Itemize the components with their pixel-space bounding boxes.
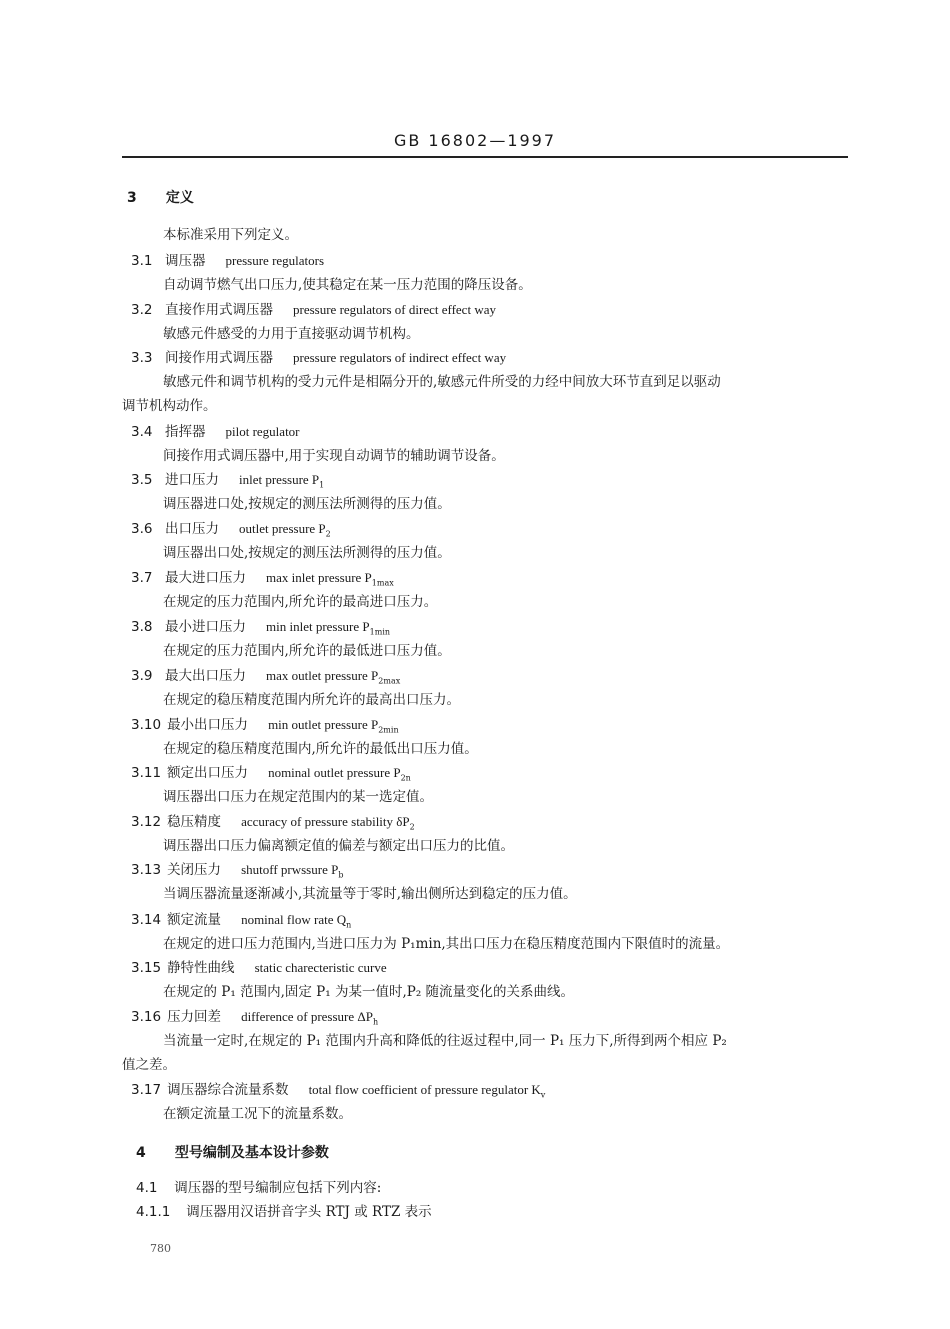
section-3-heading <box>127 189 194 207</box>
term-chinese: 最小进口压力 <box>165 619 246 635</box>
clause-4-1 <box>136 1179 381 1197</box>
clause-number: 4.1.1 <box>136 1204 171 1220</box>
section-number: 4 <box>136 1145 146 1161</box>
term-definition: 在规定的 P₁ 范围内,固定 P₁ 为某一值时,P₂ 随流量变化的关系曲线。 <box>163 984 575 1000</box>
term-heading <box>131 423 300 441</box>
term-english: min inlet pressure P <box>266 619 370 634</box>
term-english: shutoff prwssure P <box>241 862 339 877</box>
term-definition: 在规定的进口压力范围内,当进口压力为 P₁min,其出口压力在稳压精度范围内下限值时的流量。 <box>163 936 730 952</box>
section-title: 型号编制及基本设计参数 <box>174 1145 329 1161</box>
term-heading <box>131 301 496 319</box>
term-subscript: 2 <box>409 822 415 832</box>
section-4-heading <box>136 1144 329 1162</box>
term-chinese: 指挥器 <box>165 424 206 440</box>
term-english: pressure regulators of direct effect way <box>293 302 496 317</box>
term-heading <box>131 861 343 885</box>
term-chinese: 压力回差 <box>167 1009 222 1025</box>
term-chinese: 最小出口压力 <box>167 717 249 733</box>
term-english: inlet pressure P <box>239 472 320 487</box>
term-english: static charecteristic curve <box>254 960 387 975</box>
term-heading <box>131 813 415 837</box>
intro-text: 本标准采用下列定义。 <box>163 227 298 243</box>
term-heading <box>131 349 506 367</box>
term-english: max outlet pressure P <box>266 668 379 683</box>
term-number: 3.5 <box>131 472 153 488</box>
term-english: pressure regulators <box>225 253 325 268</box>
header-rule <box>122 156 848 158</box>
section-title: 定义 <box>165 190 194 206</box>
term-english: nominal outlet pressure P <box>268 765 401 780</box>
term-number: 3.13 <box>131 862 162 878</box>
term-heading <box>131 716 399 740</box>
term-english: pilot regulator <box>225 424 300 439</box>
term-definition: 在规定的稳压精度范围内所允许的最高出口压力。 <box>163 692 460 708</box>
term-definition: 调压器出口处,按规定的测压法所测得的压力值。 <box>163 545 451 561</box>
clause-4-1-1 <box>136 1203 432 1221</box>
term-heading <box>131 252 324 270</box>
clause-text: 调压器的型号编制应包括下列内容: <box>174 1180 382 1196</box>
term-english: min outlet pressure P <box>268 717 379 732</box>
clause-number: 4.1 <box>136 1180 158 1196</box>
term-definition: 在规定的压力范围内,所允许的最低进口压力值。 <box>163 643 451 659</box>
term-definition-continued: 值之差。 <box>122 1057 176 1073</box>
term-definition: 敏感元件和调节机构的受力元件是相隔分开的,敏感元件所受的力经中间放大环节直到足以驱动 <box>163 374 721 390</box>
term-english: difference of pressure ΔP <box>241 1009 373 1024</box>
term-subscript: 2 <box>325 529 331 539</box>
term-chinese: 直接作用式调压器 <box>165 302 273 318</box>
term-subscript: 1 <box>319 480 325 490</box>
term-heading <box>131 1081 545 1105</box>
term-number: 3.2 <box>131 302 153 318</box>
term-number: 3.10 <box>131 717 162 733</box>
term-definition: 敏感元件感受的力用于直接驱动调节机构。 <box>163 326 420 342</box>
term-number: 3.9 <box>131 668 153 684</box>
term-chinese: 进口压力 <box>165 472 219 488</box>
term-chinese: 静特性曲线 <box>167 960 235 976</box>
term-english: total flow coefficient of pressure regulator K <box>308 1082 541 1097</box>
term-definition: 间接作用式调压器中,用于实现自动调节的辅助调节设备。 <box>163 448 505 464</box>
term-english: pressure regulators of indirect effect way <box>293 350 507 365</box>
term-definition: 在规定的压力范围内,所允许的最高进口压力。 <box>163 594 438 610</box>
term-definition-continued: 调节机构动作。 <box>122 398 217 414</box>
term-number: 3.7 <box>131 570 153 586</box>
term-number: 3.11 <box>131 765 162 781</box>
term-english: accuracy of pressure stability δP <box>241 814 410 829</box>
term-chinese: 出口压力 <box>165 521 219 537</box>
term-heading <box>131 471 324 495</box>
term-definition: 当调压器流量逐渐减小,其流量等于零时,输出侧所达到稳定的压力值。 <box>163 886 577 902</box>
term-heading <box>131 1008 378 1032</box>
term-definition: 调压器进口处,按规定的测压法所测得的压力值。 <box>163 496 451 512</box>
term-definition: 调压器出口压力偏离额定值的偏差与额定出口压力的比值。 <box>163 838 514 854</box>
term-heading <box>131 618 390 642</box>
term-number: 3.16 <box>131 1009 162 1025</box>
term-subscript: 2min <box>378 725 399 735</box>
term-definition: 当流量一定时,在规定的 P₁ 范围内升高和降低的往返过程中,同一 P₁ 压力下,所得到两个相应 P₂ <box>163 1033 727 1049</box>
page-number: 780 <box>150 1242 171 1255</box>
term-heading <box>131 520 331 544</box>
term-heading <box>131 959 387 977</box>
term-subscript: 2n <box>400 773 411 783</box>
term-definition: 在额定流量工况下的流量系数。 <box>163 1106 352 1122</box>
term-english: nominal flow rate Q <box>241 912 347 927</box>
term-heading <box>131 764 411 788</box>
term-english: max inlet pressure P <box>266 570 372 585</box>
term-subscript: 1min <box>369 627 391 637</box>
term-number: 3.4 <box>131 424 153 440</box>
term-number: 3.3 <box>131 350 153 366</box>
term-chinese: 调压器 <box>165 253 206 269</box>
term-subscript: b <box>338 870 344 880</box>
term-number: 3.15 <box>131 960 162 976</box>
term-definition: 调压器出口压力在规定范围内的某一选定值。 <box>163 789 433 805</box>
term-definition: 自动调节燃气出口压力,使其稳定在某一压力范围的降压设备。 <box>163 277 532 293</box>
term-number: 3.17 <box>131 1082 162 1098</box>
term-subscript: h <box>373 1017 379 1027</box>
term-chinese: 关闭压力 <box>167 862 222 878</box>
term-chinese: 最大进口压力 <box>165 570 246 586</box>
term-number: 3.12 <box>131 814 162 830</box>
term-chinese: 间接作用式调压器 <box>165 350 273 366</box>
term-definition: 在规定的稳压精度范围内,所允许的最低出口压力值。 <box>163 741 478 757</box>
term-chinese: 额定出口压力 <box>167 765 249 781</box>
term-subscript: 2max <box>378 676 401 686</box>
term-subscript: v <box>540 1090 546 1100</box>
term-number: 3.6 <box>131 521 153 537</box>
term-english: outlet pressure P <box>239 521 326 536</box>
term-heading <box>131 667 400 691</box>
term-chinese: 稳压精度 <box>167 814 222 830</box>
term-chinese: 最大出口压力 <box>165 668 246 684</box>
term-heading <box>131 911 351 935</box>
term-heading <box>131 569 394 593</box>
clause-text: 调压器用汉语拼音字头 RTJ 或 RTZ 表示 <box>186 1204 432 1220</box>
term-number: 3.8 <box>131 619 153 635</box>
term-chinese: 调压器综合流量系数 <box>167 1082 289 1098</box>
term-subscript: 1max <box>371 578 394 588</box>
section-number: 3 <box>127 190 137 206</box>
term-number: 3.1 <box>131 253 153 269</box>
term-subscript: n <box>346 920 352 930</box>
term-number: 3.14 <box>131 912 162 928</box>
standard-code-header: GB 16802—1997 <box>393 131 557 150</box>
term-chinese: 额定流量 <box>167 912 222 928</box>
